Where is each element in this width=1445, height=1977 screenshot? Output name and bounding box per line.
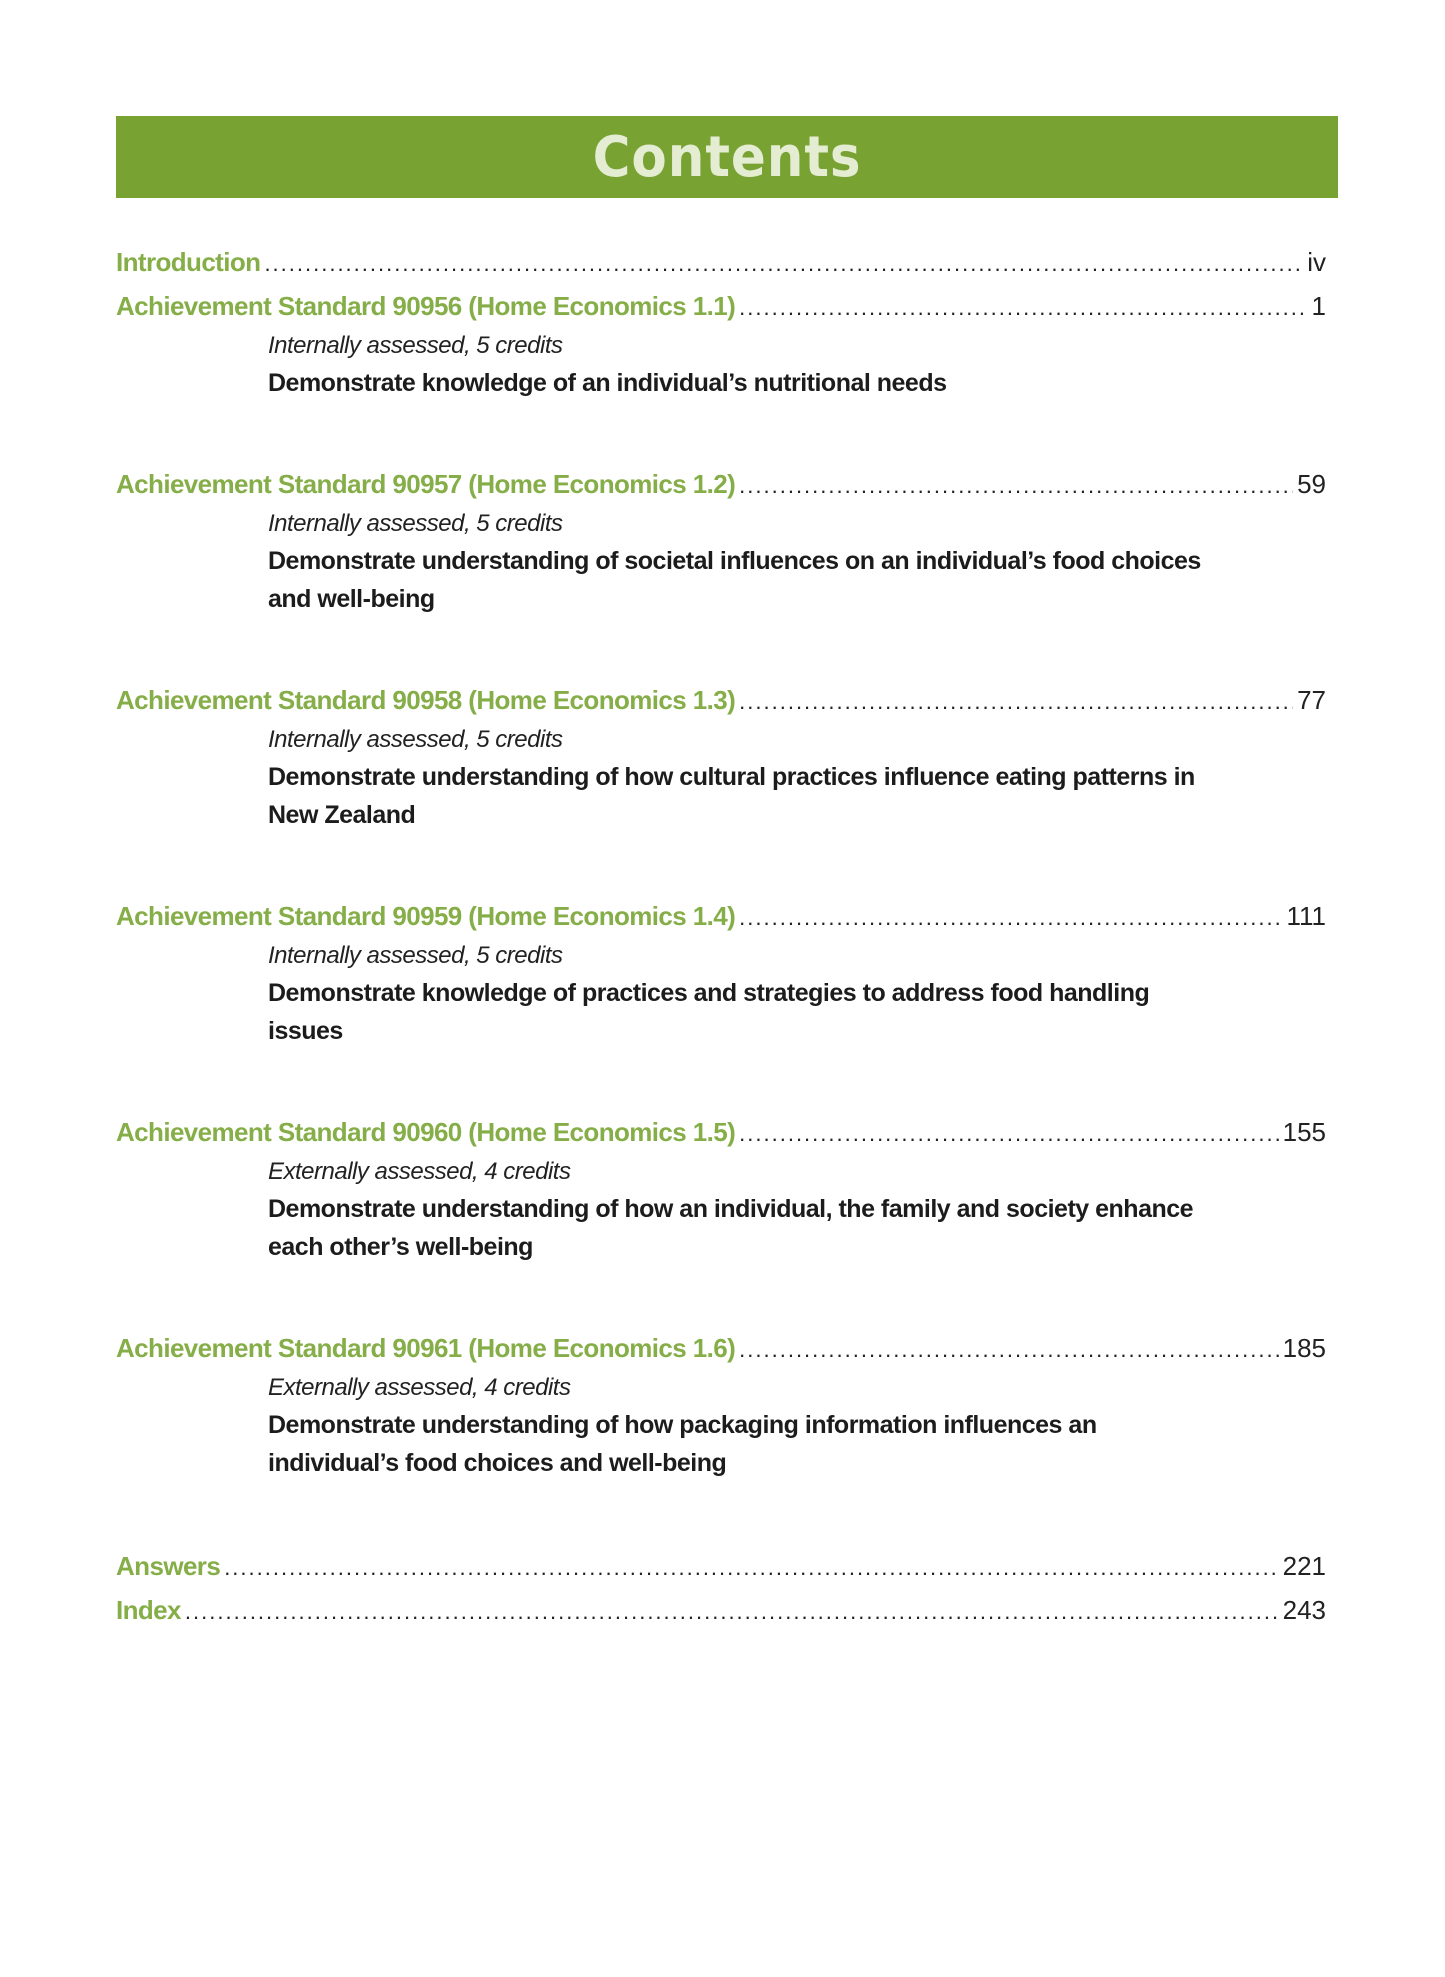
standard-description: Demonstrate understanding of how cultural practices influence eating patterns in New Zealand	[268, 763, 1195, 829]
toc-entry-introduction[interactable]	[116, 240, 1326, 284]
spacer	[116, 618, 1326, 678]
spacer	[116, 402, 1326, 462]
dot-leader	[264, 242, 1303, 286]
toc-entry-standard-1-5	[116, 1110, 1326, 1266]
spacer	[116, 834, 1326, 894]
page-number: 77	[1297, 685, 1326, 715]
spacer	[116, 1050, 1326, 1110]
toc-entry-details	[268, 938, 1228, 1050]
page-number: 59	[1297, 469, 1326, 499]
page-number: 221	[1282, 1551, 1326, 1581]
assessment-info: Internally assessed, 5 credits	[268, 726, 563, 753]
standard-description: Demonstrate understanding of how an individual, the family and society enhance each other’s well-being	[268, 1195, 1194, 1261]
dot-leader	[739, 1328, 1278, 1372]
toc-entry-title[interactable]: Introduction	[116, 247, 261, 277]
page-number: iv	[1307, 247, 1326, 277]
toc-entry-title[interactable]: Achievement Standard 90956 (Home Economics 1.1)	[116, 291, 736, 321]
contents-banner	[116, 116, 1338, 198]
toc-entry-title[interactable]: Answers	[116, 1551, 221, 1581]
toc-entry-answers[interactable]	[116, 1544, 1326, 1588]
dot-leader	[185, 1590, 1279, 1634]
page-number: 155	[1282, 1117, 1326, 1147]
toc-entry-line[interactable]	[116, 1326, 1326, 1370]
toc-entry-details	[268, 1370, 1228, 1482]
toc-entry-standard-1-6	[116, 1326, 1326, 1482]
toc-entry-details	[268, 328, 1228, 402]
toc-entry-line[interactable]	[116, 678, 1326, 722]
toc-entry-standard-1-1	[116, 284, 1326, 402]
toc-entry-standard-1-4	[116, 894, 1326, 1050]
table-of-contents	[116, 240, 1326, 1632]
toc-entry-details	[268, 1154, 1228, 1266]
standard-description: Demonstrate knowledge of practices and strategies to address food handling issues	[268, 979, 1150, 1045]
dot-leader	[739, 896, 1282, 940]
dot-leader	[739, 286, 1307, 330]
toc-entry-line[interactable]	[116, 462, 1326, 506]
toc-entry-title[interactable]: Achievement Standard 90958 (Home Economics 1.3)	[116, 685, 736, 715]
toc-entry-line[interactable]	[116, 894, 1326, 938]
page-number: 111	[1286, 901, 1326, 931]
toc-entry-title[interactable]: Achievement Standard 90957 (Home Economics 1.2)	[116, 469, 736, 499]
toc-entry-details	[268, 506, 1228, 618]
toc-entry-standard-1-2	[116, 462, 1326, 618]
assessment-info: Externally assessed, 4 credits	[268, 1374, 571, 1401]
toc-entry-line[interactable]	[116, 1110, 1326, 1154]
page-number: 243	[1282, 1595, 1326, 1625]
page-number: 1	[1311, 291, 1326, 321]
dot-leader	[739, 1112, 1278, 1156]
standard-description: Demonstrate understanding of societal influences on an individual’s food choices and well-being	[268, 547, 1201, 613]
dot-leader	[739, 464, 1293, 508]
dot-leader	[224, 1546, 1278, 1590]
standard-description: Demonstrate knowledge of an individual’s nutritional needs	[268, 369, 947, 397]
toc-entry-title[interactable]: Achievement Standard 90959 (Home Economics 1.4)	[116, 901, 736, 931]
toc-entry-details	[268, 722, 1228, 834]
dot-leader	[739, 680, 1293, 724]
toc-entry-standard-1-3	[116, 678, 1326, 834]
spacer	[116, 1482, 1326, 1544]
toc-entry-title[interactable]: Index	[116, 1595, 181, 1625]
page-number: 185	[1282, 1333, 1326, 1363]
assessment-info: Internally assessed, 5 credits	[268, 510, 563, 537]
toc-entry-title[interactable]: Achievement Standard 90961 (Home Economics 1.6)	[116, 1333, 736, 1363]
assessment-info: Internally assessed, 5 credits	[268, 942, 563, 969]
toc-entry-index[interactable]	[116, 1588, 1326, 1632]
standard-description: Demonstrate understanding of how packaging information influences an individual’s food choices and well-being	[268, 1411, 1097, 1477]
toc-entry-line[interactable]	[116, 284, 1326, 328]
spacer	[116, 1266, 1326, 1326]
page-title: Contents	[592, 124, 862, 190]
toc-entry-title[interactable]: Achievement Standard 90960 (Home Economics 1.5)	[116, 1117, 736, 1147]
assessment-info: Internally assessed, 5 credits	[268, 332, 563, 359]
assessment-info: Externally assessed, 4 credits	[268, 1158, 571, 1185]
